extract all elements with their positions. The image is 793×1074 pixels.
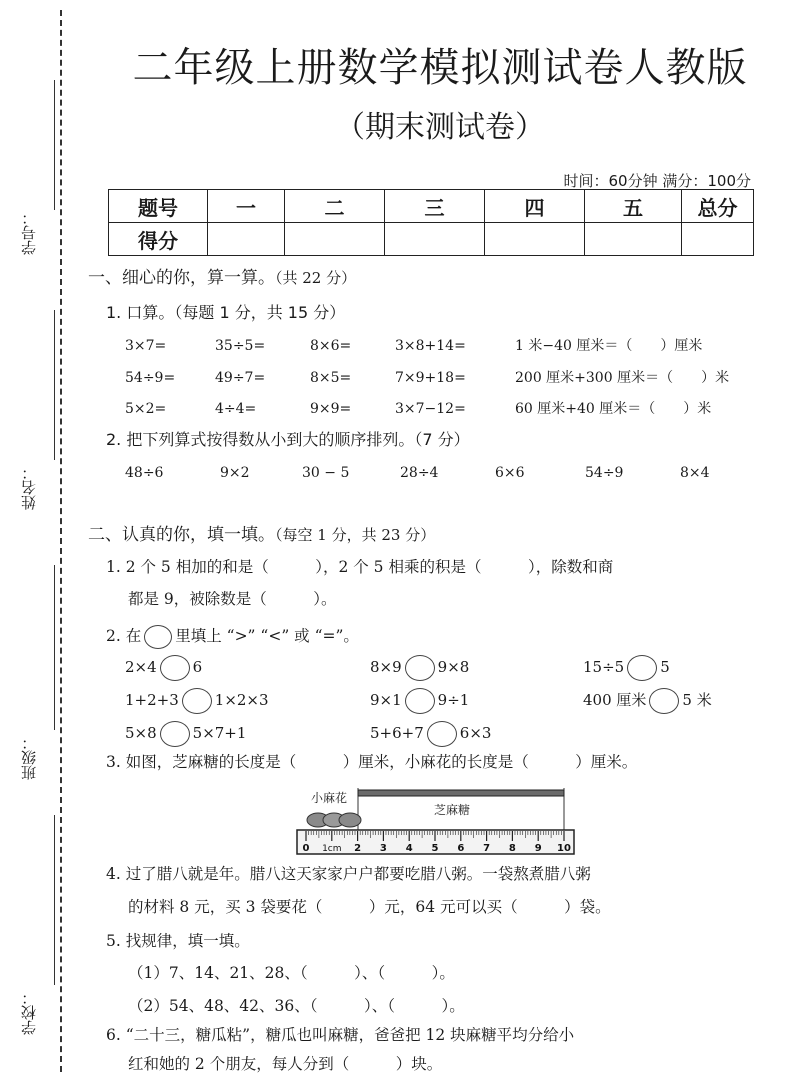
twist-shape [307,813,361,827]
ordering-item: 9×2 [220,465,250,481]
section1-title: 一、细心的你，算一算。 [88,268,275,288]
ordering-item: 6×6 [495,465,525,481]
oral-calc-item: 54÷9= [125,370,176,386]
page-subtitle: （期末测试卷） [335,110,545,145]
school-label: 学校： [20,990,38,1035]
compare-right: 6 [192,658,203,676]
ordering-item: 54÷9 [585,465,624,481]
compare-answer-circle[interactable] [405,688,435,714]
s2-q1-line1: 1. 2 个 5 相加的和是（ ），2 个 5 相乘的积是（ ），除数和商 [106,558,614,576]
s2-q6-line2: 红和她的 2 个朋友，每人分到（ ）块。 [128,1055,443,1073]
compare-item [125,688,269,714]
oral-calc-item: 3×8+14= [395,338,466,354]
oral-calc-item: 9×9= [310,401,352,417]
oral-calc-item: 8×6= [310,338,352,354]
compare-left: 2×4 [125,658,157,676]
section2-title: 二、认真的你，填一填。 [88,525,275,545]
score-header-cell: 四 [485,190,585,223]
ruler-number-label: 7 [483,843,491,854]
score-table-score-row [109,223,754,256]
compare-item [370,655,469,681]
oral-calc-item: 49÷7= [215,370,266,386]
compare-item [583,688,712,714]
compare-item [125,655,202,681]
compare-left: 1+2+3 [125,691,179,709]
compare-right: 5 [660,658,670,676]
s2-q2-prefix: 2. 在 [106,627,142,645]
oral-calc-item: 3×7−12= [395,401,466,417]
oral-calc-item: 7×9+18= [395,370,466,386]
s2-q1-line2: 都是 9，被除数是（ ）。 [128,590,337,608]
compare-right: 6×3 [459,724,492,742]
sesame-candy-bar [358,790,564,796]
compare-right: 5 米 [682,691,712,709]
ruler-number-label: 0 [302,843,310,854]
oral-calc-item: 35÷5= [215,338,266,354]
ruler-number-label: 9 [534,843,542,854]
ruler-number-label: 3 [379,843,387,854]
student-number-label: 学号： [20,210,38,255]
compare-answer-circle[interactable] [405,655,435,681]
score-row-label: 得分 [109,223,208,256]
school-field[interactable] [18,815,58,1045]
ordering-item: 8×4 [680,465,710,481]
compare-right: 1×2×3 [214,691,269,709]
s2-q4-line1: 4. 过了腊八就是年。腊八这天家家户户都要吃腊八粥。一袋熬煮腊八粥 [106,865,591,883]
compare-left: 400 厘米 [583,691,647,709]
ordering-item: 30 − 5 [302,465,350,481]
score-input-cell[interactable] [485,223,585,256]
student-name-label: 姓名： [20,465,38,510]
s2-q2-instruction [106,625,359,649]
s2-q3-text: 3. 如图，芝麻糖的长度是（ ）厘米，小麻花的长度是（ ）厘米。 [106,753,638,771]
compare-left: 15÷5 [583,658,625,676]
ruler-number-label: 10 [557,843,571,854]
compare-left: 5×8 [125,724,157,742]
score-header-cell: 二 [285,190,385,223]
score-header-cell: 题号 [109,190,208,223]
oral-calc-item: 4÷4= [215,401,257,417]
ruler-number-label: 6 [457,843,465,854]
compare-answer-circle[interactable] [182,688,212,714]
binding-dashed-line [60,10,62,1072]
ruler-number-label: 5 [431,843,439,854]
section2-points: （每空 1 分，共 23 分） [275,526,436,544]
compare-item [370,688,469,714]
compare-answer-circle[interactable] [160,721,190,747]
class-label: 班级： [20,735,38,780]
student-name-underline [54,310,55,460]
compare-left: 8×9 [370,658,402,676]
oral-calc-item: 3×7= [125,338,167,354]
oral-calc-item: 8×5= [310,370,352,386]
score-header-cell: 五 [585,190,682,223]
score-input-cell[interactable] [385,223,485,256]
unit-conversion-item: 200 厘米+300 厘米＝（ ）米 [515,370,730,386]
compare-item [370,721,491,747]
compare-right: 9×8 [437,658,470,676]
unit-conversion-item: 1 米−40 厘米＝（ ）厘米 [515,338,703,354]
ruler-number-label: 8 [508,843,516,854]
s2-q5-title: 5. 找规律，填一填。 [106,932,250,950]
s1-q1-title: 1. 口算。（每题 1 分，共 15 分） [106,303,346,322]
ruler-illustration [296,784,576,856]
time-info: 时间：60分钟 满分：100分 [563,172,751,190]
compare-circle-icon [144,625,172,649]
compare-answer-circle[interactable] [649,688,679,714]
compare-item [125,721,246,747]
student-number-field[interactable] [18,80,58,270]
compare-left: 5+6+7 [370,724,424,742]
student-name-field[interactable] [18,310,58,510]
score-input-cell[interactable] [285,223,385,256]
student-number-underline [54,80,55,210]
score-input-cell[interactable] [208,223,285,256]
compare-item [583,655,670,681]
s2-q5-part1: （1）7、14、21、28、（ ）、（ ）。 [128,964,455,982]
class-field[interactable] [18,565,58,785]
score-header-cell: 总分 [682,190,754,223]
s1-q2-title: 2. 把下列算式按得数从小到大的顺序排列。（7 分） [106,430,470,449]
compare-answer-circle[interactable] [627,655,657,681]
ruler-number-label: 2 [354,843,362,854]
score-header-cell: 三 [385,190,485,223]
class-underline [54,565,55,730]
ordering-item: 28÷4 [400,465,439,481]
section2-heading [88,525,435,545]
ruler-number-label: 4 [405,843,413,854]
score-input-cell[interactable] [682,223,754,256]
score-header-cell: 一 [208,190,285,223]
ordering-item: 48÷6 [125,465,164,481]
compare-right: 9÷1 [437,691,470,709]
compare-right: 5×7+1 [192,724,247,742]
compare-left: 9×1 [370,691,402,709]
twist-label: 小麻花 [311,791,348,805]
section1-heading [88,268,356,288]
s2-q6-line1: 6. “二十三，糖瓜粘”，糖瓜也叫麻糖，爸爸把 12 块麻糖平均分给小 [106,1026,575,1044]
score-input-cell[interactable] [585,223,682,256]
ruler-svg [296,784,576,856]
candy-label: 芝麻糖 [434,803,471,817]
oral-calc-item: 5×2= [125,401,167,417]
s2-q5-part2: （2）54、48、42、36、（ ）、（ ）。 [128,997,465,1015]
score-table-header-row [109,190,754,223]
compare-answer-circle[interactable] [160,655,190,681]
score-table [108,189,754,256]
compare-answer-circle[interactable] [427,721,457,747]
s2-q2-suffix: 里填上 “>” “<” 或 “=”。 [175,627,359,645]
s2-q4-line2: 的材料 8 元，买 3 袋要花（ ）元，64 元可以买（ ）袋。 [128,898,611,916]
unit-conversion-item: 60 厘米+40 厘米＝（ ）米 [515,401,712,417]
page-title: 二年级上册数学模拟测试卷人教版 [132,45,748,91]
section1-points: （共 22 分） [275,269,357,287]
ruler-unit-label: 1cm [322,844,342,854]
school-underline [54,815,55,985]
